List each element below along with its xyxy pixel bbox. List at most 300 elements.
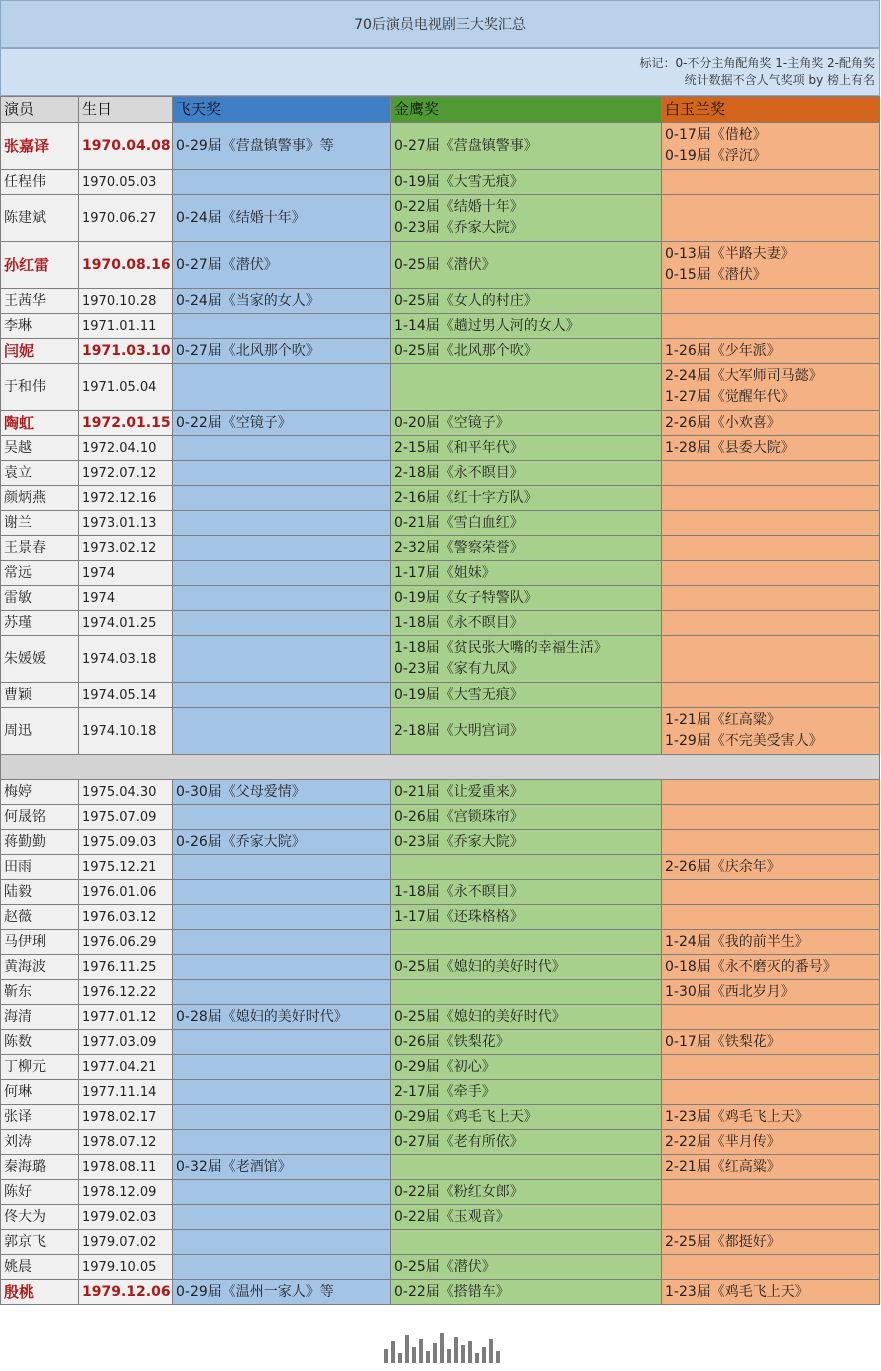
jinying-award-cell: [391, 1280, 662, 1305]
table-row: [1, 830, 880, 855]
baiyulan-award-cell: [662, 1155, 880, 1180]
award-entry: 0-29届《初心》: [394, 1058, 496, 1075]
table-row: [1, 1155, 880, 1180]
actor-birthday: 1974.10.18: [79, 708, 173, 755]
actor-birthday: 1975.09.03: [79, 830, 173, 855]
actor-birthday: 1974.05.14: [79, 683, 173, 708]
feitian-award-cell: [173, 339, 391, 364]
actor-name: 陈好: [1, 1180, 79, 1205]
actor-birthday: 1976.12.22: [79, 980, 173, 1005]
feitian-award-cell: [173, 880, 391, 905]
jinying-award-cell: [391, 511, 662, 536]
award-entry: 0-22届《搭错车》: [394, 1283, 510, 1300]
feitian-award-cell: [173, 780, 391, 805]
award-entry: 2-18届《永不瞑目》: [394, 464, 524, 481]
jinying-award-cell: [391, 805, 662, 830]
award-entry: 0-21届《让爱重来》: [394, 783, 524, 800]
table-row: [1, 511, 880, 536]
jinying-award-cell: [391, 436, 662, 461]
baiyulan-award-cell: [662, 289, 880, 314]
table-row: [1, 611, 880, 636]
jinying-award-cell: [391, 780, 662, 805]
actor-birthday: 1972.12.16: [79, 486, 173, 511]
feitian-award-cell: [173, 1180, 391, 1205]
baiyulan-award-cell: [662, 1255, 880, 1280]
feitian-award-cell: [173, 1280, 391, 1305]
award-entry: 2-21届《红高粱》: [665, 1158, 781, 1175]
actor-name: 王茜华: [1, 289, 79, 314]
jinying-award-cell: [391, 830, 662, 855]
actor-name: 袁立: [1, 461, 79, 486]
feitian-award-cell: [173, 830, 391, 855]
table-row: [1, 586, 880, 611]
jinying-award-cell: [391, 339, 662, 364]
feitian-award-cell: [173, 1105, 391, 1130]
table-row: [1, 436, 880, 461]
award-entry: 0-25届《潜伏》: [394, 256, 496, 273]
baiyulan-award-cell: [662, 1080, 880, 1105]
actor-birthday: 1979.12.06: [79, 1280, 173, 1305]
actor-birthday: 1978.02.17: [79, 1105, 173, 1130]
actor-birthday: 1979.02.03: [79, 1205, 173, 1230]
actor-birthday: 1973.01.13: [79, 511, 173, 536]
feitian-award-cell: [173, 436, 391, 461]
award-entry: 0-23届《家有九凤》: [394, 661, 524, 677]
jinying-award-cell: [391, 461, 662, 486]
group-separator-row: [1, 755, 880, 780]
award-entry: 1-17届《姐妹》: [394, 564, 496, 581]
feitian-award-cell: [173, 536, 391, 561]
award-entry: 0-28届《媳妇的美好时代》: [176, 1008, 348, 1025]
jinying-award-cell: [391, 411, 662, 436]
jinying-award-cell: [391, 636, 662, 683]
award-entry: 1-26届《少年派》: [665, 342, 781, 359]
feitian-award-cell: [173, 364, 391, 411]
award-entry: 0-20届《空镜子》: [394, 414, 510, 431]
feitian-award-cell: [173, 195, 391, 242]
feitian-award-cell: [173, 123, 391, 170]
baiyulan-award-cell: [662, 636, 880, 683]
table-row: [1, 1080, 880, 1105]
actor-birthday: 1970.08.16: [79, 242, 173, 289]
table-row: [1, 461, 880, 486]
award-entry: 0-25届《媳妇的美好时代》: [394, 958, 566, 975]
table-row: [1, 880, 880, 905]
jinying-award-cell: [391, 1080, 662, 1105]
actor-name: 秦海璐: [1, 1155, 79, 1180]
award-entry: 0-23届《乔家大院》: [394, 833, 524, 850]
actor-birthday: 1977.11.14: [79, 1080, 173, 1105]
baiyulan-award-cell: [662, 461, 880, 486]
actor-birthday: 1975.07.09: [79, 805, 173, 830]
award-entry: 0-21届《雪白血红》: [394, 514, 524, 531]
baiyulan-award-cell: [662, 1030, 880, 1055]
actor-birthday: 1970.06.27: [79, 195, 173, 242]
baiyulan-award-cell: [662, 855, 880, 880]
table-row: [1, 1055, 880, 1080]
actor-name: 海清: [1, 1005, 79, 1030]
actor-birthday: 1979.07.02: [79, 1230, 173, 1255]
baiyulan-award-cell: [662, 123, 880, 170]
baiyulan-award-cell: [662, 1055, 880, 1080]
actor-name: 佟大为: [1, 1205, 79, 1230]
baiyulan-award-cell: [662, 195, 880, 242]
award-entry: 0-17届《借枪》: [665, 127, 767, 143]
sheet-title: 70后演员电视剧三大奖汇总: [0, 0, 880, 48]
award-entry: 0-26届《乔家大院》: [176, 833, 306, 850]
table-row: [1, 364, 880, 411]
baiyulan-award-cell: [662, 1130, 880, 1155]
group-separator: [1, 755, 880, 780]
award-entry: 0-27届《潜伏》: [176, 256, 278, 273]
feitian-award-cell: [173, 1205, 391, 1230]
actor-name: 何琳: [1, 1080, 79, 1105]
actor-name: 李琳: [1, 314, 79, 339]
feitian-award-cell: [173, 855, 391, 880]
award-entry: 0-25届《北风那个吹》: [394, 342, 538, 359]
award-entry: 1-29届《不完美受害人》: [665, 733, 823, 749]
header-birthday: 生日: [79, 97, 173, 123]
award-entry: 1-23届《鸡毛飞上天》: [665, 1108, 809, 1125]
jinying-award-cell: [391, 980, 662, 1005]
baiyulan-award-cell: [662, 242, 880, 289]
award-entry: 0-17届《铁梨花》: [665, 1033, 781, 1050]
baiyulan-award-cell: [662, 486, 880, 511]
actor-name: 陈建斌: [1, 195, 79, 242]
jinying-award-cell: [391, 364, 662, 411]
feitian-award-cell: [173, 1080, 391, 1105]
feitian-award-cell: [173, 980, 391, 1005]
actor-name: 马伊琍: [1, 930, 79, 955]
award-entry: 0-23届《乔家大院》: [394, 220, 524, 236]
award-entry: 2-32届《警察荣誉》: [394, 539, 524, 556]
jinying-award-cell: [391, 1255, 662, 1280]
jinying-award-cell: [391, 486, 662, 511]
actor-name: 蒋勤勤: [1, 830, 79, 855]
baiyulan-award-cell: [662, 561, 880, 586]
actor-birthday: 1979.10.05: [79, 1255, 173, 1280]
actor-name: 姚晨: [1, 1255, 79, 1280]
table-row: [1, 1180, 880, 1205]
feitian-award-cell: [173, 1055, 391, 1080]
table-row: [1, 561, 880, 586]
award-entry: 0-25届《女人的村庄》: [394, 292, 538, 309]
award-entry: 2-26届《小欢喜》: [665, 414, 781, 431]
award-entry: 2-15届《和平年代》: [394, 439, 524, 456]
baiyulan-award-cell: [662, 364, 880, 411]
table-row: [1, 536, 880, 561]
award-entry: 0-18届《永不磨灭的番号》: [665, 958, 837, 975]
jinying-award-cell: [391, 930, 662, 955]
table-row: [1, 780, 880, 805]
award-entry: 0-29届《营盘镇警事》等: [176, 137, 334, 154]
award-entry: 1-14届《趟过男人河的女人》: [394, 317, 580, 334]
award-entry: 0-29届《温州一家人》等: [176, 1283, 334, 1300]
award-entry: 0-30届《父母爱情》: [176, 783, 306, 800]
actor-birthday: 1970.10.28: [79, 289, 173, 314]
baiyulan-award-cell: [662, 314, 880, 339]
actor-birthday: 1976.03.12: [79, 905, 173, 930]
baiyulan-award-cell: [662, 683, 880, 708]
actor-name: 丁柳元: [1, 1055, 79, 1080]
actor-name: 闫妮: [1, 339, 79, 364]
table-row: [1, 170, 880, 195]
feitian-award-cell: [173, 611, 391, 636]
actor-name: 周迅: [1, 708, 79, 755]
feitian-award-cell: [173, 411, 391, 436]
actor-birthday: 1970.05.03: [79, 170, 173, 195]
award-entry: 1-30届《西北岁月》: [665, 983, 795, 1000]
feitian-award-cell: [173, 1130, 391, 1155]
awards-table: [0, 96, 880, 1305]
actor-name: 曹颖: [1, 683, 79, 708]
award-entry: 1-17届《还珠格格》: [394, 908, 524, 925]
baiyulan-award-cell: [662, 930, 880, 955]
table-row: [1, 314, 880, 339]
table-row: [1, 123, 880, 170]
table-row: [1, 805, 880, 830]
award-entry: 0-26届《宫锁珠帘》: [394, 808, 524, 825]
award-entry: 1-21届《红高粱》: [665, 712, 781, 728]
table-row: [1, 855, 880, 880]
table-row: [1, 1130, 880, 1155]
actor-name: 刘涛: [1, 1130, 79, 1155]
actor-birthday: 1976.11.25: [79, 955, 173, 980]
baiyulan-award-cell: [662, 980, 880, 1005]
actor-birthday: 1974: [79, 561, 173, 586]
award-entry: 2-16届《红十字方队》: [394, 489, 538, 506]
feitian-award-cell: [173, 586, 391, 611]
baiyulan-award-cell: [662, 1280, 880, 1305]
jinying-award-cell: [391, 1030, 662, 1055]
feitian-award-cell: [173, 314, 391, 339]
award-entry: 0-19届《浮沉》: [665, 148, 767, 164]
actor-birthday: 1978.08.11: [79, 1155, 173, 1180]
award-entry: 0-15届《潜伏》: [665, 267, 767, 283]
award-entry: 0-19届《女子特警队》: [394, 589, 538, 606]
actor-birthday: 1971.03.10: [79, 339, 173, 364]
baiyulan-award-cell: [662, 170, 880, 195]
feitian-award-cell: [173, 170, 391, 195]
actor-name: 谢兰: [1, 511, 79, 536]
feitian-award-cell: [173, 636, 391, 683]
baiyulan-award-cell: [662, 805, 880, 830]
actor-name: 张译: [1, 1105, 79, 1130]
baiyulan-award-cell: [662, 955, 880, 980]
table-row: [1, 636, 880, 683]
jinying-award-cell: [391, 1205, 662, 1230]
baiyulan-award-cell: [662, 780, 880, 805]
header-baiyulan: 白玉兰奖: [662, 97, 880, 123]
actor-birthday: 1977.04.21: [79, 1055, 173, 1080]
baiyulan-award-cell: [662, 708, 880, 755]
award-entry: 1-18届《永不瞑目》: [394, 614, 524, 631]
baiyulan-award-cell: [662, 611, 880, 636]
feitian-award-cell: [173, 1255, 391, 1280]
actor-birthday: 1977.03.09: [79, 1030, 173, 1055]
baiyulan-award-cell: [662, 1205, 880, 1230]
actor-birthday: 1974.03.18: [79, 636, 173, 683]
jinying-award-cell: [391, 1180, 662, 1205]
table-row: [1, 683, 880, 708]
actor-name: 吴越: [1, 436, 79, 461]
actor-name: 张嘉译: [1, 123, 79, 170]
jinying-award-cell: [391, 314, 662, 339]
table-body: [1, 123, 880, 1305]
actor-birthday: 1972.01.15: [79, 411, 173, 436]
actor-name: 陶虹: [1, 411, 79, 436]
jinying-award-cell: [391, 905, 662, 930]
award-entry: 0-27届《北风那个吹》: [176, 342, 320, 359]
actor-birthday: 1977.01.12: [79, 1005, 173, 1030]
jinying-award-cell: [391, 170, 662, 195]
table-row: [1, 1205, 880, 1230]
jinying-award-cell: [391, 586, 662, 611]
award-entry: 0-19届《大雪无痕》: [394, 173, 524, 190]
award-entry: 0-32届《老酒馆》: [176, 1158, 292, 1175]
actor-name: 王景春: [1, 536, 79, 561]
award-entry: 2-18届《大明宫词》: [394, 722, 524, 739]
actor-birthday: 1972.04.10: [79, 436, 173, 461]
award-entry: 0-25届《潜伏》: [394, 1258, 496, 1275]
actor-birthday: 1974: [79, 586, 173, 611]
award-entry: 1-28届《县委大院》: [665, 439, 795, 456]
actor-name: 雷敏: [1, 586, 79, 611]
legend-line-source: 统计数据不含人气奖项 by 榜上有名: [684, 73, 875, 87]
award-entry: 0-22届《结婚十年》: [394, 199, 524, 215]
table-row: [1, 411, 880, 436]
feitian-award-cell: [173, 289, 391, 314]
baiyulan-award-cell: [662, 905, 880, 930]
baiyulan-award-cell: [662, 1105, 880, 1130]
jinying-award-cell: [391, 880, 662, 905]
award-entry: 2-22届《芈月传》: [665, 1133, 781, 1150]
jinying-award-cell: [391, 955, 662, 980]
actor-name: 田雨: [1, 855, 79, 880]
table-row: [1, 1030, 880, 1055]
baiyulan-award-cell: [662, 1180, 880, 1205]
header-jinying: 金鹰奖: [391, 97, 662, 123]
feitian-award-cell: [173, 708, 391, 755]
baiyulan-award-cell: [662, 339, 880, 364]
actor-birthday: 1973.02.12: [79, 536, 173, 561]
baiyulan-award-cell: [662, 536, 880, 561]
jinying-award-cell: [391, 561, 662, 586]
jinying-award-cell: [391, 683, 662, 708]
feitian-award-cell: [173, 1005, 391, 1030]
legend-notes: [0, 48, 880, 96]
award-entry: 0-13届《半路夫妻》: [665, 246, 795, 262]
actor-birthday: 1976.01.06: [79, 880, 173, 905]
actor-birthday: 1978.12.09: [79, 1180, 173, 1205]
table-row: [1, 486, 880, 511]
actor-birthday: 1970.04.08: [79, 123, 173, 170]
award-entry: 0-27届《老有所依》: [394, 1133, 524, 1150]
actor-name: 梅婷: [1, 780, 79, 805]
jinying-award-cell: [391, 1005, 662, 1030]
feitian-award-cell: [173, 683, 391, 708]
feitian-award-cell: [173, 805, 391, 830]
feitian-award-cell: [173, 930, 391, 955]
table-row: [1, 980, 880, 1005]
actor-name: 靳东: [1, 980, 79, 1005]
award-entry: 0-24届《当家的女人》: [176, 292, 320, 309]
award-entry: 0-26届《铁梨花》: [394, 1033, 510, 1050]
feitian-award-cell: [173, 486, 391, 511]
baiyulan-award-cell: [662, 411, 880, 436]
baiyulan-award-cell: [662, 511, 880, 536]
award-entry: 0-27届《营盘镇警事》: [394, 137, 538, 154]
award-entry: 2-25届《都挺好》: [665, 1233, 781, 1250]
actor-birthday: 1975.04.30: [79, 780, 173, 805]
actor-name: 郭京飞: [1, 1230, 79, 1255]
actor-name: 黄海波: [1, 955, 79, 980]
award-entry: 0-24届《结婚十年》: [176, 209, 306, 226]
actor-name: 于和伟: [1, 364, 79, 411]
actor-name: 颜炳燕: [1, 486, 79, 511]
award-entry: 0-22届《玉观音》: [394, 1208, 510, 1225]
feitian-award-cell: [173, 1230, 391, 1255]
award-entry: 1-24届《我的前半生》: [665, 933, 809, 950]
jinying-award-cell: [391, 611, 662, 636]
table-row: [1, 242, 880, 289]
jinying-award-cell: [391, 1230, 662, 1255]
jinying-award-cell: [391, 536, 662, 561]
actor-name: 殷桃: [1, 1280, 79, 1305]
table-row: [1, 339, 880, 364]
actor-birthday: 1976.06.29: [79, 930, 173, 955]
legend-line-marks: 标记：0-不分主角配角奖 1-主角奖 2-配角奖: [639, 56, 875, 70]
actor-name: 朱媛媛: [1, 636, 79, 683]
actor-name: 孙红雷: [1, 242, 79, 289]
award-entry: 0-29届《鸡毛飞上天》: [394, 1108, 538, 1125]
actor-birthday: 1975.12.21: [79, 855, 173, 880]
baiyulan-award-cell: [662, 1005, 880, 1030]
baiyulan-award-cell: [662, 830, 880, 855]
actor-name: 何晟铭: [1, 805, 79, 830]
actor-birthday: 1972.07.12: [79, 461, 173, 486]
actor-birthday: 1978.07.12: [79, 1130, 173, 1155]
award-entry: 2-26届《庆余年》: [665, 858, 781, 875]
jinying-award-cell: [391, 195, 662, 242]
baiyulan-award-cell: [662, 586, 880, 611]
jinying-award-cell: [391, 1105, 662, 1130]
jinying-award-cell: [391, 855, 662, 880]
award-entry: 2-17届《牵手》: [394, 1083, 496, 1100]
award-entry: 1-18届《永不瞑目》: [394, 883, 524, 900]
table-row: [1, 708, 880, 755]
award-entry: 1-23届《鸡毛飞上天》: [665, 1283, 809, 1300]
actor-birthday: 1971.05.04: [79, 364, 173, 411]
feitian-award-cell: [173, 242, 391, 289]
jinying-award-cell: [391, 123, 662, 170]
header-feitian: 飞天奖: [173, 97, 391, 123]
actor-name: 陈数: [1, 1030, 79, 1055]
table-row: [1, 955, 880, 980]
watermark-bars: [384, 1327, 504, 1363]
table-row: [1, 289, 880, 314]
header-actor: 演员: [1, 97, 79, 123]
feitian-award-cell: [173, 1155, 391, 1180]
table-row: [1, 1280, 880, 1305]
jinying-award-cell: [391, 1155, 662, 1180]
table-row: [1, 1230, 880, 1255]
actor-name: 常远: [1, 561, 79, 586]
table-row: [1, 1005, 880, 1030]
actor-name: 苏瑾: [1, 611, 79, 636]
table-row: [1, 1105, 880, 1130]
feitian-award-cell: [173, 461, 391, 486]
